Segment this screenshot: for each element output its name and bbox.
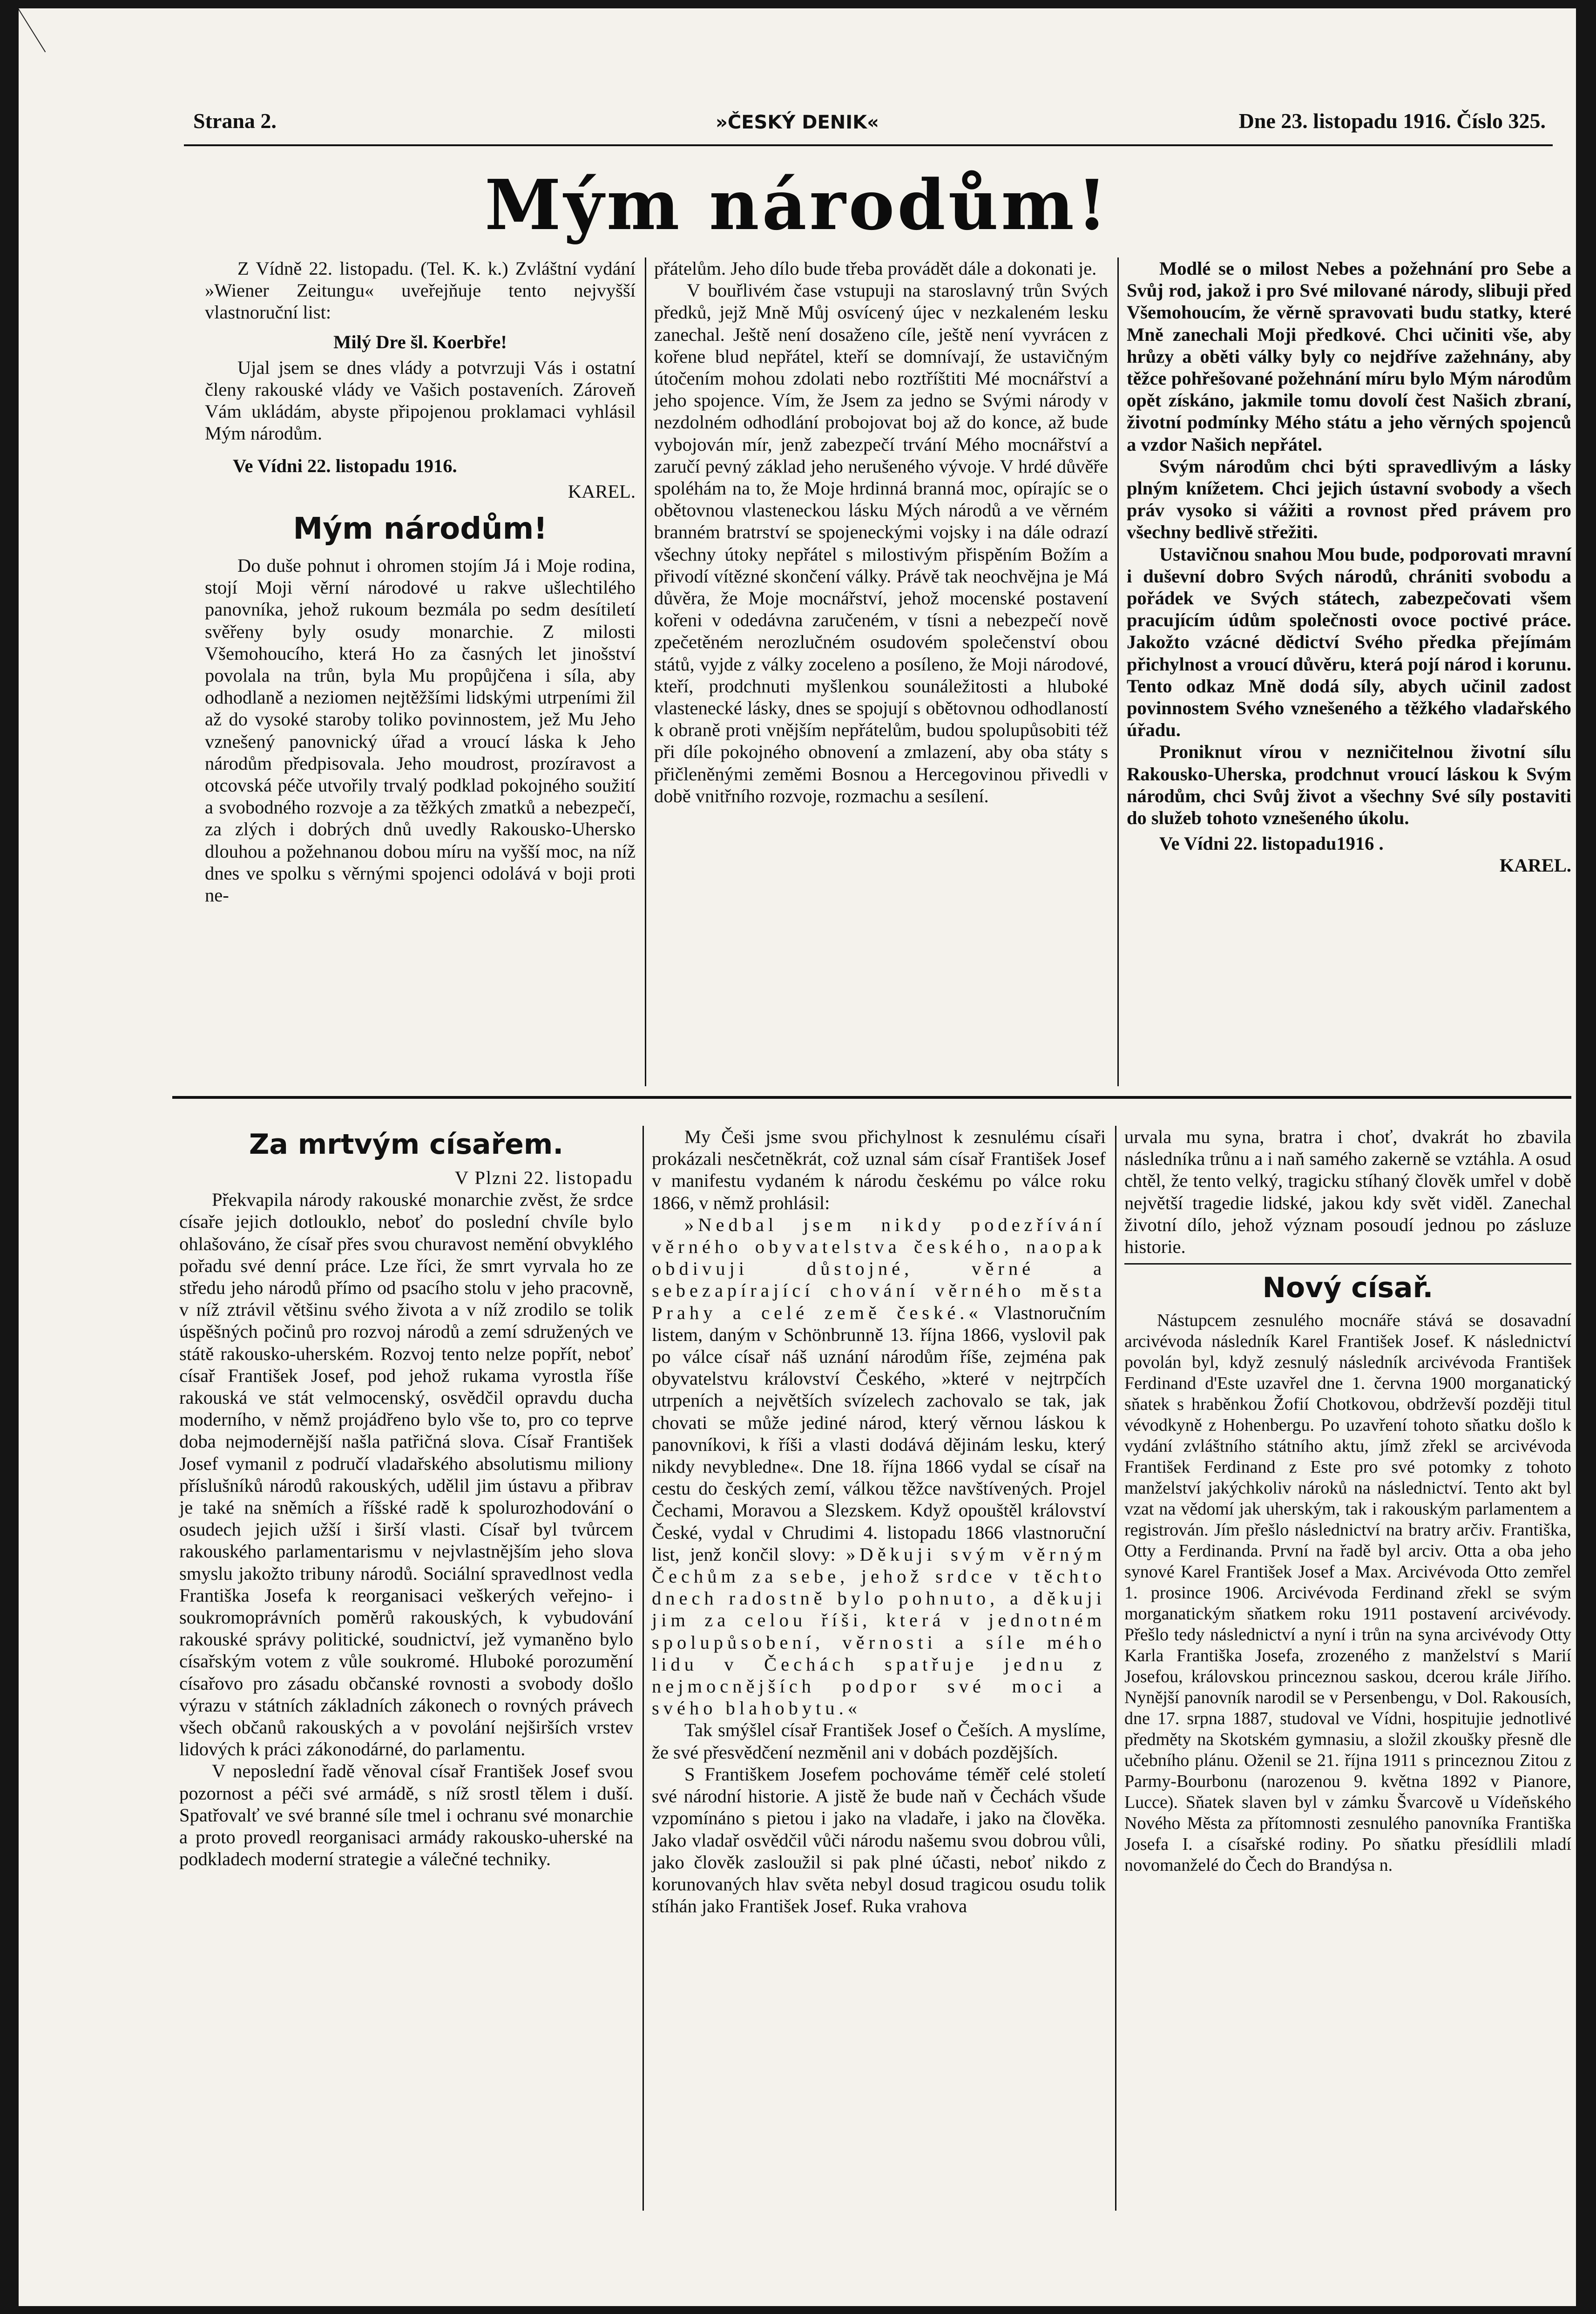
article-continuation: urvala mu syna, bratra i choť, dvakrát ho zbavila následníka trůnu a i naň samého zakerně se vztáhla. A osud chtěl, že tento velký, tragicku stíhaný člověk umřel v době největší tragedie lidské, jakou kdy svět viděl. Zanechal životní dílo, jehož význam posoudí jednou po zásluze historie. [1124, 1126, 1571, 1258]
manifesto-column-3 [1127, 257, 1571, 877]
newspaper-page [19, 8, 1576, 2306]
manifesto-subheadline: Mým národům! [293, 512, 548, 547]
article-za-mrtvym-cisarem [179, 1126, 633, 1870]
manifesto-body-3c: Ustavičnou snahou Mou bude, podporovati mravní i duševní dobro Svých národů, chrániti svobodu a pořádek ve Svých státech, zabezpečovati všem pracujícím údům společnosti ovoce poctivé práce. Jakožto vzácné dědictví Svého předka přejímám přichylnost a vroucí důvěru, která pojí národ i korunu. Tento odkaz Mně dodá síly, abych učinil zadost povinnostem Svého vznešeného a těžkého vladařského úřadu. [1127, 543, 1571, 741]
newspaper-name: »ČESKÝ DENIK« [716, 112, 879, 133]
column-divider [1117, 257, 1119, 1086]
issue-date: Dne 23. listopadu 1916. Číslo 325. [1238, 109, 1546, 133]
article-title: Za mrtvým císařem. [249, 1128, 564, 1161]
manifesto-column-1 [205, 257, 636, 906]
article-dateline: V Plzni 22. listopadu [454, 1167, 633, 1188]
manifesto-intro: Z Vídně 22. listopadu. (Tel. K. k.) Zvláštní vydání »Wiener Zeitungu« uveřejňuje tento nejvyšší vlastnoruční list: [205, 258, 636, 323]
article-paragraph: Tak smýšlel císař František Josef o Češích. A myslíme, že své přesvědčení nezměnil ani v dobách pozdějších. [652, 1719, 1106, 1763]
article-paragraph: My Češi jsme svou přichylnost k zesnulému císaři prokázali nesčetněkrát, což uznal sám císař František Josef v manifestu vydaném k národu českému po válce roku 1866, v němž prohlásil: [652, 1126, 1106, 1213]
column-divider [642, 1126, 644, 2211]
page-number: Strana 2. [193, 109, 277, 133]
manifesto-body-2a: přátelům. Jeho dílo bude třeba provádět dále a dokonati je. [654, 258, 1097, 279]
letter-place-date: Ve Vídni 22. listopadu 1916. [233, 455, 457, 476]
manifesto-body-3d: Proniknut vírou v nezničitelnou životní sílu Rakousko-Uherska, prodchnut vroucí láskou k Svým národům, chci Svůj život a všechny Své síly postaviti do služeb tohoto vznešeného úkolu. [1127, 741, 1571, 829]
article-cesi-column [652, 1126, 1106, 1917]
masthead-rule [184, 144, 1553, 146]
letter-signature: KAREL. [568, 480, 636, 502]
article-paragraph: Nástupcem zesnulého mocnáře stává se dosavadní arcivévoda následník Karel František Josef. K následnictví povolán byl, když zesnulý následník arcivévoda František Ferdinand d'Este uzavřel dne 1. června 1900 morganatický sňatek s hraběnkou Žofií Chotkovou, obdrževší později titul vévodkyně z Hohenbergu. Po uzavření tohoto sňatku došlo k vydání zvláštního státního aktu, jímž zřekl se arcivévoda František Ferdinand z Este pro své potomky z tohoto manželství jakýchkoliv nároků na následnictví. Tento akt byl vzat na vědomí jak uherským, tak i rakouským parlamentem a registrován. Jím přešlo následnictví na bratry arčiv. Františka, Otty a Ferdinanda. První na řadě byl arciv. Otta a oba jeho synové Karel František Josef a Max. Arcivévoda Otto zemřel 1. prosince 1906. Arcivévoda Ferdinand zřekl se svým morganatickým sňatkem roku 1911 postavení arcivévody. Přešlo tedy následnictví a nyní i trůn na syna arcivévody Otty Karla Františka Josefa, zrozeného z manželství s Marií Josefou, královskou princeznou saskou, dcerou krále Jiřího. Nynější panovník narodil se v Persenbengu, v Dol. Rakousích, dne 17. srpna 1887, studoval ve Vídni, hospitujie jednotlivé předměty na Skotském gymnasiu, a složil zkoušky přesně dle učebního plánu. Oženil se 21. října 1911 s princeznou Zitou z Parmy-Bourbonu (narozenou 9. května 1892 v Pianore, Lucce). Sňatek slaven byl v zámku Švarcově u Vídeňského Nového Města za přítomnosti zesnulého panovníka Františka Josefa I. a císařské rodiny. Po sňatku přesídlili mladí novomanželé do Čech do Brandýsa n. [1124, 1311, 1571, 1875]
manifesto-body-1: Do duše pohnut i ohromen stojím Já i Moje rodina, stojí Moji věrní národové u rakve ušlechtilého panovníka, jehož rukoum bezmála po sedm desítiletí svěřeny byly osudy monarchie. Z milosti Všemohoucího, která Ho za časných let jinošství povolala na trůn, byla Mu propůjčena i síla, aby odhodlaně a neziomen nejtěžšími lidskými utrpeními žil až do vysoké staroby toliko povinnostem, jež Mu Jeho vznešený panovnický úřad a vroucí láska k Jeho národům předpisovala. Jeho moudrost, prozíravost a otcovská péče utvořily trvalý podklad pokojného soužití a svobodného rozvoje a za těžkých zmatků a nebezpečí, za zlých i dobrých dnů uvedly Rakousko-Uhersko dlouhou a požehnanou dobou míru na vyšší moc, na níž dnes ve spolku s věrnými spojenci odolává v boji proti ne- [205, 555, 636, 906]
letter-salutation: Milý Dre šl. Koerbře! [333, 331, 507, 352]
column-divider [1115, 1126, 1116, 2211]
article-paragraph: S Františkem Josefem pochováme téměř celé století své národní historie. A jistě že bude naň v Čechách všude vzpomínáno s pietou i jako na vladaře, i jako na člověka. Jako vladař osvědčil vůči národu našemu svou dobrou vůli, jako člověk zasloužil si pak plné účasti, neboť nikdo z korunovaných hlav světa nebyl dosud tragicou osudu tolik stíhán jako František Josef. Ruka vrahova [652, 1763, 1106, 1917]
manifesto-column-2 [654, 257, 1108, 807]
page-corner-fold [19, 8, 46, 52]
manifesto-body-3a: Modlé se o milost Nebes a požehnání pro Sebe a Svůj rod, jakož i pro Své milované národy, slibuji před Všemohoucím, že věrně spravovati budu statky, které Mně zanechali Moji předkové. Chci učiniti vše, aby hrůzy a oběti války byly co nejdříve zažehnány, aby těžce pohřešované požehnání míru bylo Mým národům opět získáno, jakmile tomu dovolí čest Našich zbraní, životní podmínky Mého státu a jeho věrných spojenců a vzdor Našich nepřátel. [1127, 258, 1571, 455]
quote-text: »Nedbal jsem nikdy podezřívání věrného obyvatelstva českého, naopak obdivuji důstojné, věrné a sebezapírající chování věrného města Prahy a celé země české.« [652, 1214, 1106, 1323]
article-paragraph: V neposlední řadě věnoval císař František Josef svou pozornost a péči své armádě, s níž srostl tělem i duší. Spatřovalť ve své branné síle tmel i ochranu své monarchie a proto provedl reorganisaci armády rakousko-uherské na podkladech moderní strategie a válečné techniky. [179, 1760, 633, 1870]
article-title-novy-cisar: Nový císař. [1262, 1272, 1434, 1305]
article-column-3 [1124, 1126, 1571, 1876]
quote-text: »Děkuji svým věrným Čechům za sebe, jehož srdce v těchto dnech radostně bylo pohnuto, a děkuji jim za celou říši, která v jednotném spolupůsobení, věrnosti a síle mého lidu v Čechách spatřuje jednu z nejmocnějších podpor své moci a svého blahobytu.« [652, 1543, 1106, 1719]
article-paragraph: Překvapila národy rakouské monarchie zvěst, že srdce císaře jejich dotlouklo, neboť do poslední chvíle bylo ohlašováno, že císař přes svou churavost nemění obvyklého pořadu své denní práce. Lze říci, že smrt vyrvala ho ze středu jeho národů přímo od psacího stolu v jeho pracovně, v níž ztrávil většinu svého života a v níž zrodilo se tolik úspěšných počinů pro rozvoj národů a zemí sdružených ve státě rakousko-uherském. Rozvoj tento nelze popřít, neboť císař František Josef, pod jehož rukama vyrostla říše rakouská ve stát velmocenský, osvědčil opravdu ducha moderního, v němž projádřeno bylo vše to, pro co teprve doba nejmodernější našla patřičná slova. Císař František Josef vymanil z područí vladařského absolutismu miliony příslušníků národů rakouských, udělil jim ústavu a přibrav je také na sněmích a říšské radě k spolurozhodování o osudech jejich užší i širší vlasti. Císař byl tvůrcem rakouského parlamentarismu v nejvlastnějším jeho slova smyslu jakožto tribuny národů. Sociální spravedlnost vedla Františka Josefa k reorganisaci veškerých veřejno- i soukromoprávních poměrů rakouských, k vybudování rakouské správy politické, soudnictví, jež vymaněno bylo císařským votem z vůle soukromé. Hluboké porozumění císařovo pro zásadu občanské rovnosti a svobody došlo výrazu v státních základních zákonech o rovných právech všech občanů rakouských a v povolání nejširších vrstev lidových k práci zákonodárné, do parlamentu. [179, 1189, 633, 1760]
main-headline: Mým národům! [485, 164, 1110, 245]
article-paragraph: »Nedbal jsem nikdy podezřívání věrného obyvatelstva českého, naopak obdivuji důstojné, věrné a sebezapírající chování věrného města Prahy a celé země české.« Vlastnoručním listem, daným v Schönbrunně 13. října 1866, vyslovil pak po válce císař náš uznání národům říše, zejména pak obyvatelstvu království Českého, »které v nejtrpčích utrpeních a největších svízelech zachovalo se tak, jak chovati se může jediné národ, který věrnou láskou k panovníkovi, k říši a vlasti dodává dějinám lesku, který nikdy nevybledne«. Dne 18. října 1866 vydal se císař na cestu do českých zemí, válkou těžce navštívených. Projel Čechami, Moravou a Slezskem. Když opouštěl království České, vydal v Chrudimi 4. listopadu 1866 vlastnoruční list, jenž končil slovy: »Děkuji svým věrným Čechům za sebe, jehož srdce v těchto dnech radostně bylo pohnuto, a děkuji jim za celou říši, která v jednotném spolupůsobení, věrnosti a síle mého lidu v Čechách spatřuje jednu z nejmocnějších podpor své moci a svého blahobytu.« [652, 1214, 1106, 1719]
section-rule [172, 1096, 1571, 1099]
manifesto-place-date: Ve Vídni 22. listopadu1916 . [1159, 833, 1384, 854]
article-separator [1124, 1263, 1571, 1265]
manifesto-signature: KAREL. [1499, 855, 1571, 876]
letter-text: Ujal jsem se dnes vlády a potvrzuji Vás i ostatní členy rakouské vlády ve Vašich postaveních. Zároveň Vám ukládám, abyste připojenou proklamaci vyhlásil Mým národům. [205, 357, 636, 444]
column-divider [645, 257, 646, 1086]
manifesto-body-3b: Svým národům chci býti spravedlivým a lásky plným knížetem. Chci jejich ústavní svobody a všech práv vysoko si vážiti a rovnost před právem pro všechny bedlivě střežiti. [1127, 455, 1571, 543]
manifesto-body-2b: V bouřlivém čase vstupuji na staroslavný trůn Svých předků, jejž Mně Můj osvícený újec v nezkaleném lesku zanechal. Ještě není dosaženo cíle, ještě není vyvrácen z kořene blud nepřátel, kteří se domnívají, že ustavičným útočením mohou zdolati nebo roztříštiti Mé mocnářství a jeho spojence. Vím, že Jsem za jedno se Svými národy v nezdolném odhodlání probojovat boj až do konce, až bude vybojován mír, jenž zabezpečí trvání Mého mocnářství a zaručí pevný základ jeho nerušeného vývoje. V hrdé důvěře spoléhám na to, že Moje hrdinná branná moc, opírajíc se o obětovnou vlasteneckou lásku Mých národů a ve věrném branném bratrství se spojeneckými vojsky i na dále odrazí všechny útoky nepřátel s milostivým přispěním Božím a přivodí vítězné skončení války. Právě tak neochvějna je Má důvěra, že Moje mocnářství, jehož mocenské postavení kořeni v odedávna zaručeném, v tísni a nebezpečí nově zpečetěném nerozlučném osudovém společenství obou států, vyjde z války zoceleno a posíleno, že Moji národové, kteří, prodchnuti myšlenkou sounáležitosti a hluboké vlastenecké lásky, dnes se spojují s obětovnou odhodlaností k obraně proti vnějším nepřátelům, budou spolupůsobiti též při díle pokojného obnovení a zmlazení, aby oba státy s přičleněnými zeměmi Bosnou a Hercegovinou přivedli v době vnitřního rozvoje, rozmachu a sesílení. [654, 280, 1108, 806]
